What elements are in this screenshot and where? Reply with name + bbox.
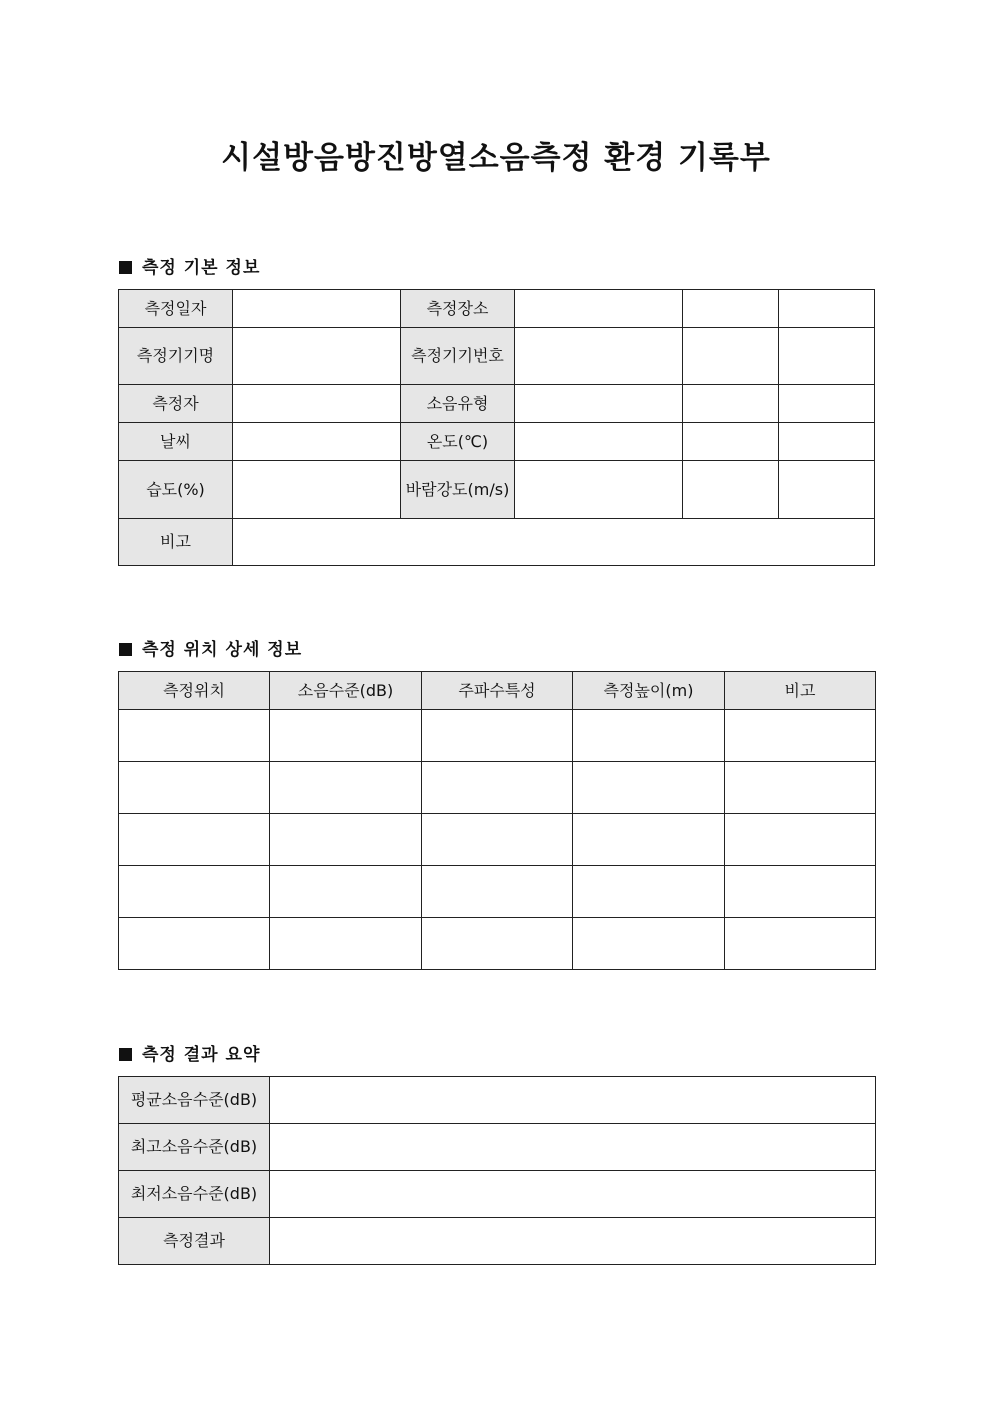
table-cell[interactable] xyxy=(725,814,876,866)
weather-field[interactable] xyxy=(233,423,401,461)
square-bullet-icon xyxy=(119,261,132,274)
label-temperature: 온도(℃) xyxy=(401,423,515,461)
table-cell[interactable] xyxy=(573,918,725,970)
section-heading-basic-info-text: 측정 기본 정보 xyxy=(142,258,261,278)
label-average-noise-level: 평균소음수준(dB) xyxy=(119,1077,270,1124)
label-weather: 날씨 xyxy=(119,423,233,461)
column-header-remarks: 비고 xyxy=(725,672,876,710)
table-row xyxy=(119,519,875,566)
measurement-place-field[interactable] xyxy=(515,290,683,328)
min-noise-level-field[interactable] xyxy=(270,1171,876,1218)
blank-cell[interactable] xyxy=(779,385,875,423)
blank-cell[interactable] xyxy=(683,423,779,461)
blank-cell[interactable] xyxy=(779,461,875,519)
column-header-frequency: 주파수특성 xyxy=(422,672,573,710)
humidity-field[interactable] xyxy=(233,461,401,519)
table-cell[interactable] xyxy=(725,866,876,918)
table-row xyxy=(119,1218,876,1265)
label-humidity: 습도(%) xyxy=(119,461,233,519)
measurement-date-field[interactable] xyxy=(233,290,401,328)
table-cell[interactable] xyxy=(119,762,270,814)
table-row xyxy=(119,918,876,970)
table-row xyxy=(119,290,875,328)
label-measurer: 측정자 xyxy=(119,385,233,423)
label-measurement-date: 측정일자 xyxy=(119,290,233,328)
table-row xyxy=(119,866,876,918)
table-cell[interactable] xyxy=(422,866,573,918)
remarks-field[interactable] xyxy=(233,519,875,566)
table-cell[interactable] xyxy=(270,710,422,762)
noise-type-field[interactable] xyxy=(515,385,683,423)
label-measurement-place: 측정장소 xyxy=(401,290,515,328)
table-cell[interactable] xyxy=(119,710,270,762)
blank-cell[interactable] xyxy=(779,328,875,385)
table-cell[interactable] xyxy=(725,762,876,814)
result-summary-table xyxy=(118,1076,876,1265)
label-min-noise-level: 최저소음수준(dB) xyxy=(119,1171,270,1218)
table-header-row xyxy=(119,672,876,710)
label-instrument-name: 측정기기명 xyxy=(119,328,233,385)
column-header-location: 측정위치 xyxy=(119,672,270,710)
table-cell[interactable] xyxy=(725,918,876,970)
table-cell[interactable] xyxy=(573,762,725,814)
label-remarks: 비고 xyxy=(119,519,233,566)
page-title: 시설방음방진방열소음측정 환경 기록부 xyxy=(221,140,771,176)
table-cell[interactable] xyxy=(573,866,725,918)
table-row xyxy=(119,423,875,461)
table-cell[interactable] xyxy=(422,814,573,866)
blank-cell[interactable] xyxy=(683,385,779,423)
table-cell[interactable] xyxy=(119,814,270,866)
blank-cell[interactable] xyxy=(779,423,875,461)
instrument-name-field[interactable] xyxy=(233,328,401,385)
table-cell[interactable] xyxy=(422,710,573,762)
table-row xyxy=(119,814,876,866)
table-row xyxy=(119,328,875,385)
basic-info-table xyxy=(118,289,875,566)
label-instrument-number: 측정기기번호 xyxy=(401,328,515,385)
table-cell[interactable] xyxy=(270,918,422,970)
table-row xyxy=(119,1171,876,1218)
section-heading-result-summary xyxy=(119,1040,260,1065)
table-cell[interactable] xyxy=(270,814,422,866)
label-noise-type: 소음유형 xyxy=(401,385,515,423)
column-header-noise-level: 소음수준(dB) xyxy=(270,672,422,710)
temperature-field[interactable] xyxy=(515,423,683,461)
blank-cell[interactable] xyxy=(683,290,779,328)
table-cell[interactable] xyxy=(725,710,876,762)
wind-strength-field[interactable] xyxy=(515,461,683,519)
label-wind-strength: 바람강도(m/s) xyxy=(401,461,515,519)
table-cell[interactable] xyxy=(573,814,725,866)
instrument-number-field[interactable] xyxy=(515,328,683,385)
table-row xyxy=(119,385,875,423)
table-row xyxy=(119,1124,876,1171)
location-detail-table xyxy=(118,671,876,970)
square-bullet-icon xyxy=(119,1048,132,1061)
column-header-height: 측정높이(m) xyxy=(573,672,725,710)
table-row xyxy=(119,710,876,762)
section-heading-result-summary-text: 측정 결과 요약 xyxy=(142,1045,261,1065)
table-row xyxy=(119,461,875,519)
table-row xyxy=(119,1077,876,1124)
blank-cell[interactable] xyxy=(683,328,779,385)
section-heading-location-info-text: 측정 위치 상세 정보 xyxy=(142,640,303,660)
section-heading-location-info xyxy=(119,635,302,660)
blank-cell[interactable] xyxy=(683,461,779,519)
table-row xyxy=(119,762,876,814)
label-measurement-result: 측정결과 xyxy=(119,1218,270,1265)
table-cell[interactable] xyxy=(270,866,422,918)
square-bullet-icon xyxy=(119,643,132,656)
table-cell[interactable] xyxy=(119,866,270,918)
measurer-field[interactable] xyxy=(233,385,401,423)
max-noise-level-field[interactable] xyxy=(270,1124,876,1171)
table-cell[interactable] xyxy=(573,710,725,762)
average-noise-level-field[interactable] xyxy=(270,1077,876,1124)
table-cell[interactable] xyxy=(270,762,422,814)
table-cell[interactable] xyxy=(422,918,573,970)
table-cell[interactable] xyxy=(119,918,270,970)
blank-cell[interactable] xyxy=(779,290,875,328)
measurement-result-field[interactable] xyxy=(270,1218,876,1265)
section-heading-basic-info xyxy=(119,253,260,278)
label-max-noise-level: 최고소음수준(dB) xyxy=(119,1124,270,1171)
table-cell[interactable] xyxy=(422,762,573,814)
